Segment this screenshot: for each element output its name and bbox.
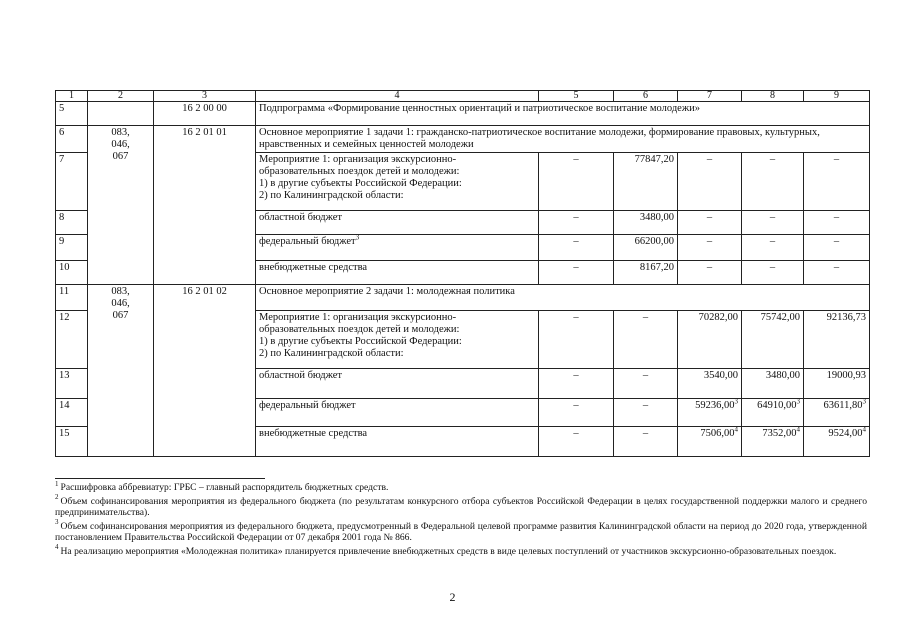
page-number: 2 (449, 590, 456, 604)
footnote-mark: 3 (355, 234, 360, 242)
footnote-text: На реализацию мероприятия «Молодежная политика» планируется привлечение внебюджетных средств в виде целевых поступлений от участников экскурсионно-образовательных поездок. (60, 545, 837, 557)
header-cell: 7 (678, 91, 742, 102)
grbs-cell: 083, 046, 067 (88, 285, 154, 457)
table-row (56, 126, 870, 153)
row-number: 6 (56, 126, 88, 153)
code-cell: 16 2 01 01 (154, 126, 256, 285)
footnote (55, 479, 867, 494)
name-cell: Подпрограмма «Формирование ценностных ориентаций и патриотическое воспитание молодежи» (256, 102, 870, 126)
grbs-cell (88, 102, 154, 126)
value-cell: 19000,93 (804, 369, 870, 399)
value-cell: – (804, 211, 870, 235)
footnote-mark: 3 (734, 398, 738, 406)
code-cell: 16 2 00 00 (154, 102, 256, 126)
code-cell: 16 2 01 02 (154, 285, 256, 457)
value-cell: – (742, 153, 804, 211)
value-cell: – (539, 235, 614, 261)
value-cell: 66200,00 (614, 235, 678, 261)
row-number: 12 (56, 311, 88, 369)
value-cell: – (678, 211, 742, 235)
value-cell: – (678, 261, 742, 285)
footnote-mark: 4 (734, 426, 738, 434)
footnote-mark: 4 (862, 426, 866, 434)
value-cell: – (742, 261, 804, 285)
table-row (56, 285, 870, 311)
value-cell: – (539, 427, 614, 457)
value-cell: – (678, 153, 742, 211)
row-number: 10 (56, 261, 88, 285)
value-cell: – (742, 235, 804, 261)
name-cell: областной бюджет (256, 211, 539, 235)
value-cell: – (539, 369, 614, 399)
header-cell: 4 (256, 91, 539, 102)
value-cell: 3480,00 (614, 211, 678, 235)
name-cell: внебюджетные средства (256, 427, 539, 457)
value-cell: – (539, 311, 614, 369)
value-cell: – (804, 261, 870, 285)
header-cell: 3 (154, 91, 256, 102)
name-cell: Мероприятие 1: организация экскурсионно- образовательных поездок детей и молодежи: 1) в другие субъекты Российской Федерации: 2) по Калининградской области: (256, 153, 539, 211)
value-cell: 75742,00 (742, 311, 804, 369)
value-cell: – (614, 427, 678, 457)
value-cell: 9524,00$^4$ (804, 427, 870, 457)
header-row (56, 91, 870, 102)
value-cell: 64910,00$^3$ (742, 399, 804, 427)
name-cell: федеральный бюджет$^3$ (256, 235, 539, 261)
row-number: 13 (56, 369, 88, 399)
footnotes (55, 479, 867, 559)
footnote-text: Расшифровка аббревиатур: ГРБС – главный распорядитель бюджетных средств. (60, 482, 389, 493)
header-cell: 9 (804, 91, 870, 102)
name-cell: областной бюджет (256, 369, 539, 399)
value-cell: 3540,00 (678, 369, 742, 399)
name-cell: внебюджетные средства (256, 261, 539, 285)
budget-table (55, 90, 870, 457)
value-cell: – (804, 153, 870, 211)
footnote (55, 518, 867, 544)
header-cell: 8 (742, 91, 804, 102)
name-cell: Мероприятие 1: организация экскурсионно- образовательных поездок детей и молодежи: 1) в другие субъекты Российской Федерации: 2) по Калининградской области: (256, 311, 539, 369)
value-cell: – (804, 235, 870, 261)
value-cell: 3480,00 (742, 369, 804, 399)
value-cell: 7352,00$^4$ (742, 427, 804, 457)
footnote-separator (55, 478, 265, 479)
footnote-text: Объем софинансирования мероприятия из федерального бюджета (по результатам конкурсного отбора субъектов Российской Федерации в целях государственной поддержки малого и среднего предпринимательства). (55, 495, 867, 518)
header-cell: 1 (56, 91, 88, 102)
value-cell: – (539, 261, 614, 285)
footnote-mark: 4 (55, 543, 59, 552)
footnote-mark: 4 (796, 426, 800, 434)
value-cell: – (614, 369, 678, 399)
name-cell: Основное мероприятие 1 задачи 1: гражданско-патриотическое воспитание молодежи, формирование правовых, культурных, нравственных и семейных ценностей молодежи (256, 126, 870, 153)
value-cell: – (539, 153, 614, 211)
name-cell: Основное мероприятие 2 задачи 1: молодежная политика (256, 285, 870, 311)
footnote-mark: 2 (55, 493, 59, 502)
header-cell: 5 (539, 91, 614, 102)
value-cell: 59236,00$^3$ (678, 399, 742, 427)
value-cell: 8167,20 (614, 261, 678, 285)
footnote-mark: 3 (862, 398, 866, 406)
row-number: 9 (56, 235, 88, 261)
footnote-mark: 3 (55, 518, 59, 527)
value-cell: – (614, 399, 678, 427)
header-cell: 6 (614, 91, 678, 102)
row-number: 14 (56, 399, 88, 427)
value-cell: – (539, 211, 614, 235)
footnote-text: Объем софинансирования мероприятия из федерального бюджета, предусмотренный в Федеральной целевой программе развития Калининградской области на период до 2020 года, утвержденной постановлением Правительства Российской Федерации от 07 декабря 2001 года № 866. (55, 520, 867, 543)
value-cell: 63611,80$^3$ (804, 399, 870, 427)
footnote (55, 493, 867, 519)
grbs-cell: 083, 046, 067 (88, 126, 154, 285)
footnote-mark: 3 (796, 398, 800, 406)
value-cell: 92136,73 (804, 311, 870, 369)
row-number: 11 (56, 285, 88, 311)
value-cell: – (678, 235, 742, 261)
table-row (56, 102, 870, 126)
footnote (55, 543, 867, 558)
value-cell: 77847,20 (614, 153, 678, 211)
footnote-mark: 1 (55, 479, 59, 488)
value-cell: – (742, 211, 804, 235)
value-cell: – (614, 311, 678, 369)
value-cell: – (539, 399, 614, 427)
row-number: 15 (56, 427, 88, 457)
value-cell: 70282,00 (678, 311, 742, 369)
value-cell: 7506,00$^4$ (678, 427, 742, 457)
header-cell: 2 (88, 91, 154, 102)
row-number: 5 (56, 102, 88, 126)
name-cell: федеральный бюджет (256, 399, 539, 427)
row-number: 8 (56, 211, 88, 235)
row-number: 7 (56, 153, 88, 211)
